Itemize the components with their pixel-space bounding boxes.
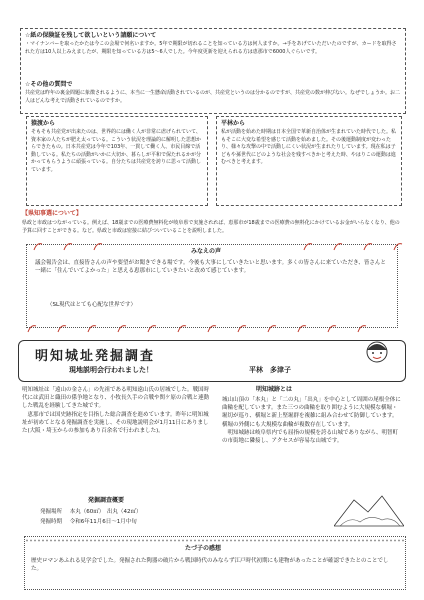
tazu-body: 歴史ロマンあふれる見学会でした。発掘された陶器の破片から戦国時代のみならず江戸時代初期にも建物があったことが確認できたとのことでした。: [31, 558, 389, 573]
author-avatar: [362, 338, 392, 368]
castle-heading-box: [18, 340, 406, 382]
voice-box: [26, 244, 398, 328]
hirabayashi-title: 平林から: [221, 120, 246, 127]
castle-author: 平林 多津子: [249, 366, 291, 374]
saegusa-title: 猿渡から: [31, 120, 56, 127]
voice-body: 議会報告会は、直接皆さんの声や要望がお聞きできる場です。今後も大事にしていきたいと思います。多くの皆さんに来ていただき、皆さんと一緒に「住んでいてよかった」と思える恵那市にしていきたいと改めて感じています。: [35, 260, 386, 275]
survey-title: 発掘調査概要: [88, 497, 125, 504]
hirabayashi-box: [216, 116, 402, 206]
survey-row-2-value: 令和6年11月6日～1月中旬: [69, 519, 137, 525]
saegusa-body: そもそも共産党が出来たのは、世界的には働く人が非常に虐げられていて、資本家の人たちが肥え太っている。こういう状況を理論的に解明した思想からできたもの。日本共産党は今年で103年、一貫して働く人、市民目線で活動している。私たちの活動がいかに大切か、暮らしが平和で保たれるかが分かってもらうように頑張っている。自分たちは共産党を誇りに思って活動しています。: [31, 129, 202, 173]
kenji-body: 県政と市政はつながっている。例えば、18歳までの医療費無料化が岐阜県で実施されれば、恵那市が18歳までの医療費の無料化にかけているお金がいらなくなり、他の予算に回すことができる。など。県政と市政は密接に結びついていることを説明しました。: [22, 220, 400, 234]
survey-row-1: [40, 508, 220, 516]
voice-note: （SL現代はとても心配な世界です）: [47, 302, 137, 308]
section2-heading: ☆その他の質問で: [25, 81, 73, 88]
tazu-box: [24, 536, 406, 590]
survey-row-1-label: 発掘場所: [40, 509, 63, 515]
castle-right-text: 城山山頂の「本丸」と「二の丸」「出丸」を中心として周囲の尾根全体に曲輪を配しています。また三つの曲輪を取り囲むように大規模な横堀・堀切が巡り、横堀と新上堅堀群を複雑に組み合わせて防御しています。横堀の外側にも大規模な曲輪が複数存在しています。 明知城跡は岐阜県内でも屈指の規模を誇る山城でありながら、明智町の市街地に隣接し、アクセスが容易な山城です。: [222, 397, 401, 445]
section1-heading: ☆紙の保険証を残して欲しいという請願について: [25, 32, 157, 39]
sprout-row-bottom: [0, 320, 424, 334]
voice-title: みなえの声: [191, 248, 222, 255]
survey-row-2-label: 発掘時期: [40, 519, 63, 525]
kenji-heading: 【県知事選について】: [22, 210, 82, 217]
section1-body: ・マイナンバーを取ったかたは今この会場で何名いますか。5年で期限が切れることを知っている方は何人ますか。→手をあげていただいたのですが、カードを取得された方は10人以上みえましたが、期限を知っている方は5～6人でした。今年度更新を迎えられる方は恵那市で6000人ぐらいです。: [25, 41, 397, 55]
opinion-section: [20, 28, 406, 114]
section2-body: 共産党は昨年の裏金問題に象徴されるように、本当に一生懸命活動されているのが、共産党というのは分かるのですが、共産党の数が伸びない。なぜでしょうか。お二人はどんな考えで活動されているのですか。: [25, 90, 401, 104]
tazu-dots-top: [25, 539, 405, 542]
castle-right-title: 明知城跡とは: [256, 386, 293, 393]
tazu-title: たづ子の感想: [185, 545, 222, 552]
survey-row-2: [40, 518, 220, 526]
survey-row-1-value: 本丸（60㎡） 出丸（42㎡）: [69, 509, 142, 515]
castle-title: 明知城址発掘調査: [35, 349, 156, 364]
hirabayashi-body: 私が活動を始めた時期は日本全国で革新自治体が生まれていた時代でした。私もそこに大変な希望を感じて活動を始めました。その後運動制度が変わったり、様々な攻撃の中で活動しにくい状況が生まれたりしています。現在私は子どもや孫世代にどのような社会を残すべきかと考えた時、やはりこの運動は進むべきと考えます。: [221, 129, 397, 165]
castle-left-text: 明知城址は「遠山の金さん」の先祖である明知遠山氏の居城でした。戦国時代には武田と織田の係争地となり、小牧長久手の合戦や関ケ原の合戦と連動した戦乱を経験してきた城です。 恵那市では国史跡指定を目指した総合調査を進めています。昨年に明知城址が初めてとなる発掘調査を実施し、その現地説明会が1月11日にありました(大阪・埼玉からの参加もあり百余名で行われました)。: [22, 387, 210, 435]
sprout-row-top: [4, 238, 424, 252]
saegusa-box: [26, 116, 208, 206]
castle-subtitle: 現地説明会行われました！: [69, 366, 153, 374]
castle-mountain-illustration: [334, 492, 404, 528]
